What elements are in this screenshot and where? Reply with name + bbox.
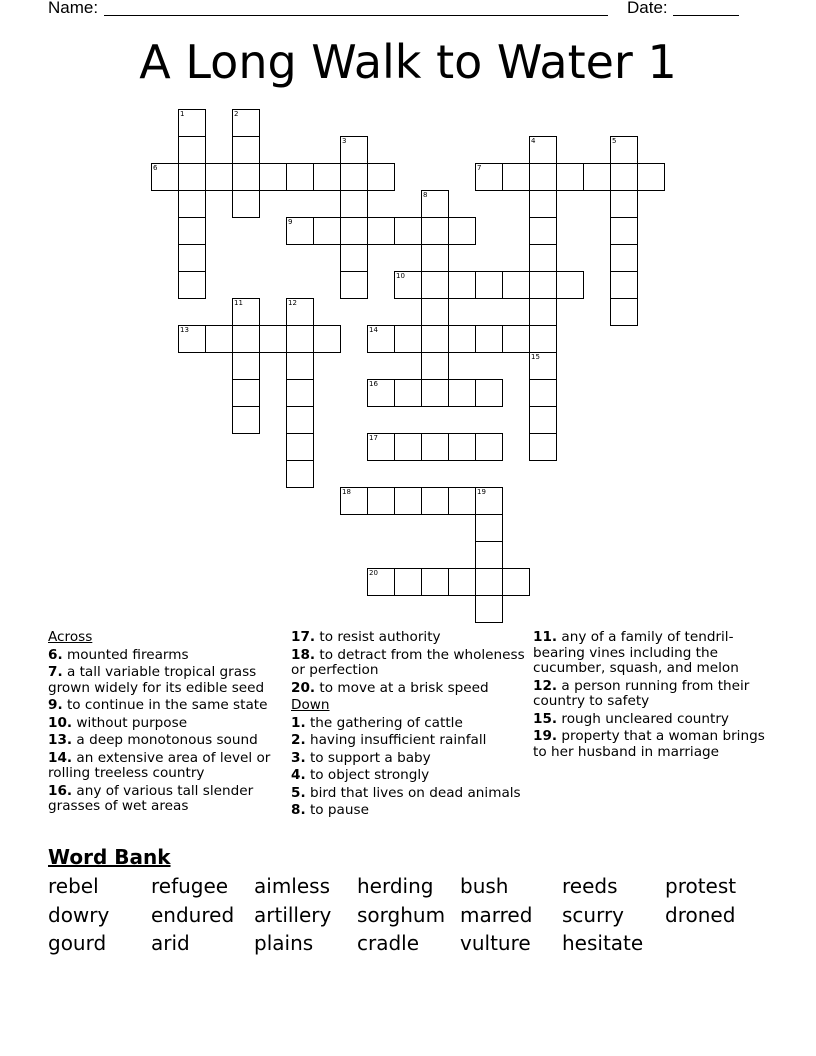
clue-number: 7 <box>477 164 482 172</box>
clue-text: to move at a brisk speed <box>319 679 489 696</box>
grid-cell[interactable] <box>367 217 395 245</box>
clue-text: mounted firearms <box>66 646 189 663</box>
grid-cell[interactable] <box>313 163 341 191</box>
word-bank-word: gourd <box>48 931 107 955</box>
clue-text: any of various tall slender grasses of wet areas <box>48 782 254 814</box>
clue-item <box>291 648 527 679</box>
clue-item <box>48 648 284 664</box>
clue-num: 16. <box>48 782 73 799</box>
clue-num: 18. <box>291 646 316 663</box>
clue-num: 4. <box>291 767 306 783</box>
clue-text: without purpose <box>76 714 188 731</box>
clue-number: 11 <box>234 299 243 307</box>
word-bank-word: plains <box>254 931 314 955</box>
name-label: Name: <box>48 0 99 17</box>
grid-cell[interactable] <box>394 487 422 515</box>
clue-item <box>291 751 527 767</box>
word-bank-word: rebel <box>48 874 99 898</box>
word-bank-word: droned <box>665 903 736 927</box>
grid-cell[interactable] <box>259 325 287 353</box>
clue-item <box>291 803 527 819</box>
grid-cell[interactable] <box>421 352 449 380</box>
grid-cell[interactable] <box>502 271 530 299</box>
clue-text: to support a baby <box>309 749 431 766</box>
grid-cell[interactable] <box>529 271 557 299</box>
grid-cell[interactable] <box>502 325 530 353</box>
grid-cell[interactable] <box>610 217 638 245</box>
grid-cell[interactable] <box>259 163 287 191</box>
grid-cell[interactable] <box>448 379 476 407</box>
word-bank-title: Word Bank <box>48 845 171 869</box>
grid-cell[interactable] <box>178 244 206 272</box>
grid-cell[interactable] <box>610 163 638 191</box>
clue-num: 12. <box>533 677 558 694</box>
clue-number: 12 <box>288 299 297 307</box>
clue-num: 6. <box>48 646 63 663</box>
grid-cell[interactable] <box>394 568 422 596</box>
clue-num: 17. <box>291 629 316 645</box>
clue-num: 13. <box>48 732 73 748</box>
grid-cell[interactable] <box>610 298 638 326</box>
clue-item <box>291 716 527 732</box>
grid-cell[interactable] <box>529 244 557 272</box>
grid-cell[interactable] <box>232 406 260 434</box>
grid-cell[interactable] <box>313 217 341 245</box>
grid-cell[interactable] <box>448 433 476 461</box>
grid-cell[interactable] <box>556 163 584 191</box>
clue-text: to pause <box>309 802 369 818</box>
clue-num: 3. <box>291 749 306 766</box>
word-bank-word: protest <box>665 874 737 898</box>
grid-cell[interactable] <box>475 514 503 542</box>
clue-item <box>48 665 284 696</box>
page-title: A Long Walk to Water 1 <box>139 35 677 89</box>
clue-item <box>48 751 284 782</box>
clue-number: 15 <box>531 353 540 361</box>
clue-num: 20. <box>291 679 316 696</box>
clue-item <box>48 733 284 749</box>
grid-cell[interactable] <box>340 271 368 299</box>
clue-num: 9. <box>48 697 63 713</box>
clue-num: 11. <box>533 629 558 645</box>
clue-number: 20 <box>369 569 378 577</box>
clue-number: 18 <box>342 488 351 496</box>
grid-cell[interactable] <box>394 325 422 353</box>
clue-item <box>291 733 527 749</box>
clue-number: 3 <box>342 137 347 145</box>
clue-text: an extensive area of level or rolling treeless country <box>48 749 271 781</box>
grid-cell[interactable] <box>448 271 476 299</box>
grid-cell[interactable] <box>475 325 503 353</box>
grid-cell[interactable] <box>178 163 206 191</box>
grid-cell[interactable] <box>394 433 422 461</box>
word-bank-word: endured <box>151 903 235 927</box>
clue-text: having insufficient rainfall <box>309 732 487 748</box>
clue-text: property that a woman brings to her husband in marriage <box>533 728 765 760</box>
grid-cell[interactable] <box>421 487 449 515</box>
grid-cell[interactable] <box>421 379 449 407</box>
grid-cell[interactable] <box>286 406 314 434</box>
grid-cell[interactable] <box>178 217 206 245</box>
grid-cell[interactable] <box>610 244 638 272</box>
clue-number: 10 <box>396 272 405 280</box>
clue-number: 2 <box>234 110 239 118</box>
grid-cell[interactable] <box>529 325 557 353</box>
clue-text: to resist authority <box>319 629 441 645</box>
clue-num: 7. <box>48 664 63 680</box>
clue-text: to object strongly <box>309 767 430 783</box>
grid-cell[interactable] <box>286 163 314 191</box>
grid-cell[interactable] <box>340 217 368 245</box>
clue-num: 2. <box>291 732 306 748</box>
grid-cell[interactable] <box>529 406 557 434</box>
name-line[interactable] <box>104 15 608 16</box>
clue-num: 8. <box>291 802 306 818</box>
grid-cell[interactable] <box>232 136 260 164</box>
clue-number: 9 <box>288 218 293 226</box>
grid-cell[interactable] <box>529 379 557 407</box>
clue-text: a tall variable tropical grass grown widely for its edible seed <box>48 664 265 696</box>
grid-cell[interactable] <box>232 325 260 353</box>
grid-cell[interactable] <box>475 541 503 569</box>
grid-cell[interactable] <box>286 379 314 407</box>
grid-cell[interactable] <box>529 217 557 245</box>
clue-number: 5 <box>612 137 617 145</box>
grid-cell[interactable] <box>448 487 476 515</box>
clue-number: 14 <box>369 326 378 334</box>
grid-cell[interactable] <box>637 163 665 191</box>
clue-column-3 <box>533 630 773 762</box>
word-bank-word: reeds <box>562 874 618 898</box>
clue-column-1 <box>48 630 284 817</box>
grid-cell[interactable] <box>178 136 206 164</box>
grid-cell[interactable] <box>394 217 422 245</box>
clue-item <box>291 786 527 802</box>
grid-cell[interactable] <box>475 568 503 596</box>
word-bank-word: artillery <box>254 903 332 927</box>
clue-number: 13 <box>180 326 189 334</box>
clue-num: 14. <box>48 749 73 766</box>
clue-num: 10. <box>48 714 73 731</box>
word-bank-word: scurry <box>562 903 625 927</box>
clue-item <box>533 630 773 677</box>
clue-number: 17 <box>369 434 378 442</box>
clue-text: the gathering of cattle <box>309 714 463 731</box>
grid-cell[interactable] <box>448 217 476 245</box>
grid-cell[interactable] <box>205 325 233 353</box>
grid-cell[interactable] <box>502 568 530 596</box>
clue-number: 6 <box>153 164 158 172</box>
clue-item <box>48 784 284 815</box>
word-bank-word: arid <box>151 931 190 955</box>
clue-num: 15. <box>533 710 558 727</box>
word-bank-word: herding <box>357 874 434 898</box>
grid-cell[interactable] <box>556 271 584 299</box>
grid-cell[interactable] <box>583 163 611 191</box>
clue-item <box>533 712 773 728</box>
grid-cell[interactable] <box>232 190 260 218</box>
grid-cell[interactable] <box>286 325 314 353</box>
clue-item <box>533 729 773 760</box>
grid-cell[interactable] <box>340 190 368 218</box>
grid-cell[interactable] <box>178 271 206 299</box>
grid-cell[interactable] <box>421 244 449 272</box>
clue-item <box>291 681 527 697</box>
grid-cell[interactable] <box>232 379 260 407</box>
grid-cell[interactable] <box>340 163 368 191</box>
clue-text: to continue in the same state <box>66 697 268 713</box>
grid-cell[interactable] <box>367 487 395 515</box>
grid-cell[interactable] <box>286 433 314 461</box>
grid-cell[interactable] <box>529 163 557 191</box>
grid-cell[interactable] <box>286 460 314 488</box>
grid-cell[interactable] <box>232 352 260 380</box>
grid-cell[interactable] <box>286 352 314 380</box>
clue-item <box>48 698 284 714</box>
clue-item <box>291 768 527 784</box>
word-bank-word: bush <box>460 874 509 898</box>
grid-cell[interactable] <box>529 433 557 461</box>
grid-cell[interactable] <box>232 163 260 191</box>
word-bank-word: dowry <box>48 903 110 927</box>
date-label: Date: <box>627 0 668 17</box>
grid-cell[interactable] <box>421 217 449 245</box>
grid-cell[interactable] <box>340 244 368 272</box>
clue-item <box>291 630 527 646</box>
word-bank-word: marred <box>460 903 533 927</box>
clue-item <box>48 716 284 732</box>
grid-cell[interactable] <box>421 568 449 596</box>
clue-heading: Down <box>291 697 330 713</box>
grid-cell[interactable] <box>205 163 233 191</box>
clue-text: bird that lives on dead animals <box>309 784 521 801</box>
clue-column-2 <box>291 630 527 821</box>
clue-num: 5. <box>291 784 306 801</box>
word-bank-word: vulture <box>460 931 531 955</box>
grid-cell[interactable] <box>610 190 638 218</box>
header <box>0 0 816 22</box>
clue-text: any of a family of tendril-bearing vines including the cucumber, squash, and melon <box>533 629 739 676</box>
grid-cell[interactable] <box>421 325 449 353</box>
clue-number: 1 <box>180 110 185 118</box>
clue-text: a person running from their country to safety <box>533 677 750 709</box>
grid-cell[interactable] <box>475 379 503 407</box>
grid-cell[interactable] <box>421 298 449 326</box>
grid-cell[interactable] <box>610 271 638 299</box>
grid-cell[interactable] <box>448 568 476 596</box>
clue-number: 19 <box>477 488 486 496</box>
clue-num: 19. <box>533 728 558 744</box>
clue-number: 4 <box>531 137 536 145</box>
word-bank-word: refugee <box>151 874 229 898</box>
clue-number: 8 <box>423 191 428 199</box>
grid-cell[interactable] <box>529 190 557 218</box>
word-bank-word: cradle <box>357 931 420 955</box>
grid-cell[interactable] <box>178 190 206 218</box>
clue-item <box>533 679 773 710</box>
clue-number: 16 <box>369 380 378 388</box>
clue-num: 1. <box>291 714 306 731</box>
grid-cell[interactable] <box>529 298 557 326</box>
date-line[interactable] <box>673 15 739 16</box>
grid-cell[interactable] <box>448 325 476 353</box>
clue-text: a deep monotonous sound <box>76 732 258 748</box>
clue-heading: Across <box>48 629 93 645</box>
grid-cell[interactable] <box>367 163 395 191</box>
grid-cell[interactable] <box>421 433 449 461</box>
grid-cell[interactable] <box>475 433 503 461</box>
word-bank-word: aimless <box>254 874 330 898</box>
clue-text: rough uncleared country <box>561 710 729 727</box>
clue-text: to detract from the wholeness or perfection <box>291 646 525 678</box>
word-bank-word: sorghum <box>357 903 446 927</box>
grid-cell[interactable] <box>502 163 530 191</box>
word-bank-word: hesitate <box>562 931 644 955</box>
grid-cell[interactable] <box>313 325 341 353</box>
grid-cell[interactable] <box>475 271 503 299</box>
grid-cell[interactable] <box>475 595 503 623</box>
grid-cell[interactable] <box>421 271 449 299</box>
grid-cell[interactable] <box>394 379 422 407</box>
